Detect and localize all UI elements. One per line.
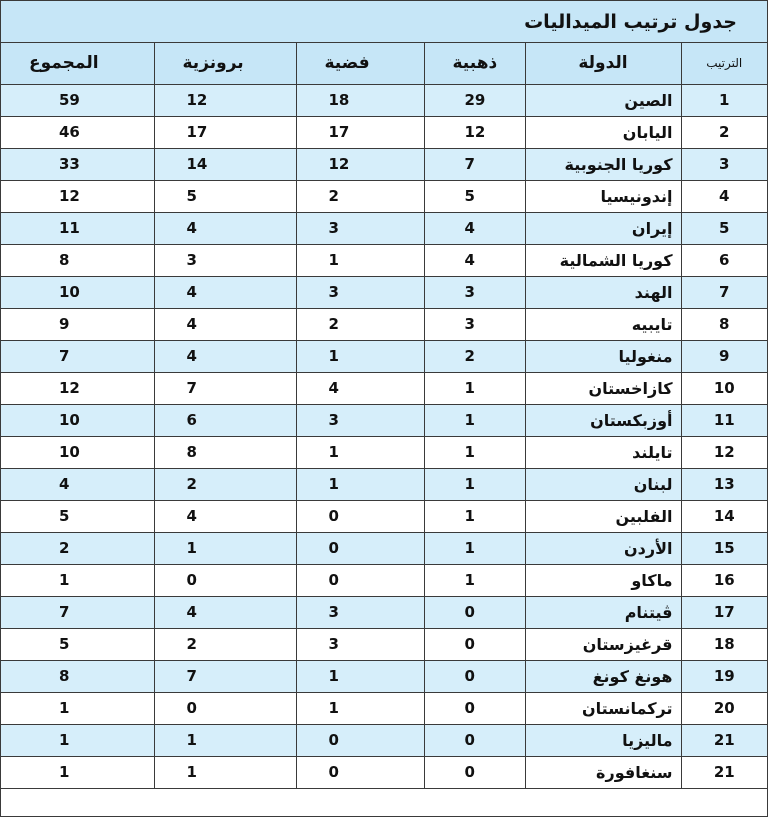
cell-bronze: 8 <box>154 436 296 468</box>
table-row <box>1 276 767 308</box>
cell-country: منغوليا <box>525 340 681 372</box>
cell-total: 5 <box>1 500 154 532</box>
cell-silver: 1 <box>296 340 424 372</box>
cell-silver: 1 <box>296 436 424 468</box>
header-total: المجموع <box>1 43 154 84</box>
cell-rank: 12 <box>681 436 767 468</box>
table-row <box>1 692 767 724</box>
cell-silver: 3 <box>296 404 424 436</box>
cell-bronze: 4 <box>154 596 296 628</box>
cell-rank: 18 <box>681 628 767 660</box>
cell-rank: 1 <box>681 84 767 116</box>
cell-gold: 0 <box>424 660 525 692</box>
cell-country: الأردن <box>525 532 681 564</box>
cell-total: 8 <box>1 660 154 692</box>
cell-bronze: 1 <box>154 532 296 564</box>
cell-total: 1 <box>1 724 154 756</box>
cell-rank: 10 <box>681 372 767 404</box>
cell-silver: 1 <box>296 468 424 500</box>
cell-gold: 1 <box>424 532 525 564</box>
cell-bronze: 4 <box>154 212 296 244</box>
cell-gold: 7 <box>424 148 525 180</box>
cell-rank: 15 <box>681 532 767 564</box>
table-row <box>1 532 767 564</box>
table-row <box>1 596 767 628</box>
medal-table <box>1 43 767 789</box>
table-row <box>1 148 767 180</box>
cell-bronze: 4 <box>154 500 296 532</box>
cell-silver: 2 <box>296 180 424 212</box>
cell-country: إندونيسيا <box>525 180 681 212</box>
cell-silver: 12 <box>296 148 424 180</box>
cell-total: 46 <box>1 116 154 148</box>
cell-silver: 3 <box>296 276 424 308</box>
cell-bronze: 7 <box>154 372 296 404</box>
cell-bronze: 1 <box>154 724 296 756</box>
cell-gold: 12 <box>424 116 525 148</box>
cell-total: 12 <box>1 372 154 404</box>
cell-bronze: 1 <box>154 756 296 788</box>
table-body <box>1 84 767 788</box>
cell-gold: 1 <box>424 436 525 468</box>
cell-gold: 1 <box>424 372 525 404</box>
cell-bronze: 0 <box>154 692 296 724</box>
cell-country: اليابان <box>525 116 681 148</box>
header-gold: ذهبية <box>424 43 525 84</box>
cell-rank: 21 <box>681 756 767 788</box>
cell-rank: 19 <box>681 660 767 692</box>
table-row <box>1 628 767 660</box>
cell-total: 7 <box>1 596 154 628</box>
cell-silver: 17 <box>296 116 424 148</box>
cell-rank: 7 <box>681 276 767 308</box>
cell-bronze: 4 <box>154 308 296 340</box>
cell-rank: 21 <box>681 724 767 756</box>
table-row <box>1 116 767 148</box>
table-row <box>1 500 767 532</box>
cell-rank: 9 <box>681 340 767 372</box>
cell-country: كوريا الجنوبية <box>525 148 681 180</box>
cell-total: 11 <box>1 212 154 244</box>
cell-total: 12 <box>1 180 154 212</box>
cell-country: ماليزيا <box>525 724 681 756</box>
cell-rank: 8 <box>681 308 767 340</box>
cell-country: ڤيتنام <box>525 596 681 628</box>
cell-total: 4 <box>1 468 154 500</box>
header-bronze: برونزية <box>154 43 296 84</box>
header-rank: الترتيب <box>681 43 767 84</box>
header-row <box>1 43 767 84</box>
cell-country: قرغيزستان <box>525 628 681 660</box>
cell-rank: 11 <box>681 404 767 436</box>
cell-total: 59 <box>1 84 154 116</box>
cell-country: لبنان <box>525 468 681 500</box>
cell-rank: 2 <box>681 116 767 148</box>
cell-country: الهند <box>525 276 681 308</box>
cell-country: تركمانستان <box>525 692 681 724</box>
cell-country: الفلبين <box>525 500 681 532</box>
table-title-bar <box>1 1 767 43</box>
cell-rank: 13 <box>681 468 767 500</box>
table-row <box>1 340 767 372</box>
header-silver: فضية <box>296 43 424 84</box>
cell-silver: 1 <box>296 692 424 724</box>
cell-silver: 3 <box>296 628 424 660</box>
cell-silver: 0 <box>296 532 424 564</box>
table-row <box>1 84 767 116</box>
cell-silver: 4 <box>296 372 424 404</box>
cell-bronze: 3 <box>154 244 296 276</box>
cell-gold: 0 <box>424 724 525 756</box>
cell-country: الصين <box>525 84 681 116</box>
cell-country: هونغ كونغ <box>525 660 681 692</box>
cell-total: 5 <box>1 628 154 660</box>
cell-total: 8 <box>1 244 154 276</box>
cell-silver: 3 <box>296 212 424 244</box>
table-row <box>1 308 767 340</box>
table-row <box>1 180 767 212</box>
cell-gold: 5 <box>424 180 525 212</box>
cell-total: 1 <box>1 756 154 788</box>
cell-gold: 4 <box>424 244 525 276</box>
cell-total: 10 <box>1 276 154 308</box>
cell-bronze: 6 <box>154 404 296 436</box>
cell-rank: 6 <box>681 244 767 276</box>
cell-silver: 1 <box>296 244 424 276</box>
cell-silver: 0 <box>296 564 424 596</box>
table-row <box>1 724 767 756</box>
cell-rank: 14 <box>681 500 767 532</box>
cell-gold: 3 <box>424 308 525 340</box>
cell-country: كازاخستان <box>525 372 681 404</box>
cell-country: تايبيه <box>525 308 681 340</box>
cell-country: تايلند <box>525 436 681 468</box>
cell-silver: 2 <box>296 308 424 340</box>
cell-gold: 0 <box>424 628 525 660</box>
table-row <box>1 372 767 404</box>
cell-silver: 18 <box>296 84 424 116</box>
cell-gold: 29 <box>424 84 525 116</box>
cell-silver: 3 <box>296 596 424 628</box>
cell-gold: 1 <box>424 500 525 532</box>
cell-gold: 0 <box>424 692 525 724</box>
cell-gold: 3 <box>424 276 525 308</box>
cell-gold: 1 <box>424 564 525 596</box>
cell-total: 1 <box>1 564 154 596</box>
cell-bronze: 5 <box>154 180 296 212</box>
cell-total: 10 <box>1 404 154 436</box>
cell-bronze: 4 <box>154 276 296 308</box>
cell-silver: 0 <box>296 500 424 532</box>
cell-bronze: 7 <box>154 660 296 692</box>
cell-gold: 0 <box>424 756 525 788</box>
table-row <box>1 756 767 788</box>
table-row <box>1 436 767 468</box>
cell-bronze: 2 <box>154 628 296 660</box>
cell-gold: 4 <box>424 212 525 244</box>
cell-bronze: 4 <box>154 340 296 372</box>
cell-country: إيران <box>525 212 681 244</box>
cell-rank: 3 <box>681 148 767 180</box>
cell-country: سنغافورة <box>525 756 681 788</box>
table-row <box>1 660 767 692</box>
cell-gold: 0 <box>424 596 525 628</box>
cell-gold: 1 <box>424 404 525 436</box>
table-row <box>1 468 767 500</box>
cell-total: 10 <box>1 436 154 468</box>
cell-bronze: 14 <box>154 148 296 180</box>
table-row <box>1 404 767 436</box>
cell-country: كوريا الشمالية <box>525 244 681 276</box>
cell-total: 1 <box>1 692 154 724</box>
cell-silver: 0 <box>296 756 424 788</box>
cell-bronze: 0 <box>154 564 296 596</box>
table-row <box>1 244 767 276</box>
cell-total: 7 <box>1 340 154 372</box>
cell-silver: 0 <box>296 724 424 756</box>
table-row <box>1 564 767 596</box>
cell-total: 33 <box>1 148 154 180</box>
cell-gold: 1 <box>424 468 525 500</box>
table-title: جدول ترتيب الميداليات <box>524 10 737 33</box>
cell-gold: 2 <box>424 340 525 372</box>
cell-bronze: 2 <box>154 468 296 500</box>
cell-total: 2 <box>1 532 154 564</box>
header-country: الدولة <box>525 43 681 84</box>
table-row <box>1 212 767 244</box>
cell-rank: 5 <box>681 212 767 244</box>
cell-bronze: 17 <box>154 116 296 148</box>
cell-total: 9 <box>1 308 154 340</box>
cell-silver: 1 <box>296 660 424 692</box>
cell-rank: 16 <box>681 564 767 596</box>
cell-rank: 17 <box>681 596 767 628</box>
cell-country: أوزبكستان <box>525 404 681 436</box>
cell-rank: 4 <box>681 180 767 212</box>
cell-rank: 20 <box>681 692 767 724</box>
cell-bronze: 12 <box>154 84 296 116</box>
cell-country: ماكاو <box>525 564 681 596</box>
